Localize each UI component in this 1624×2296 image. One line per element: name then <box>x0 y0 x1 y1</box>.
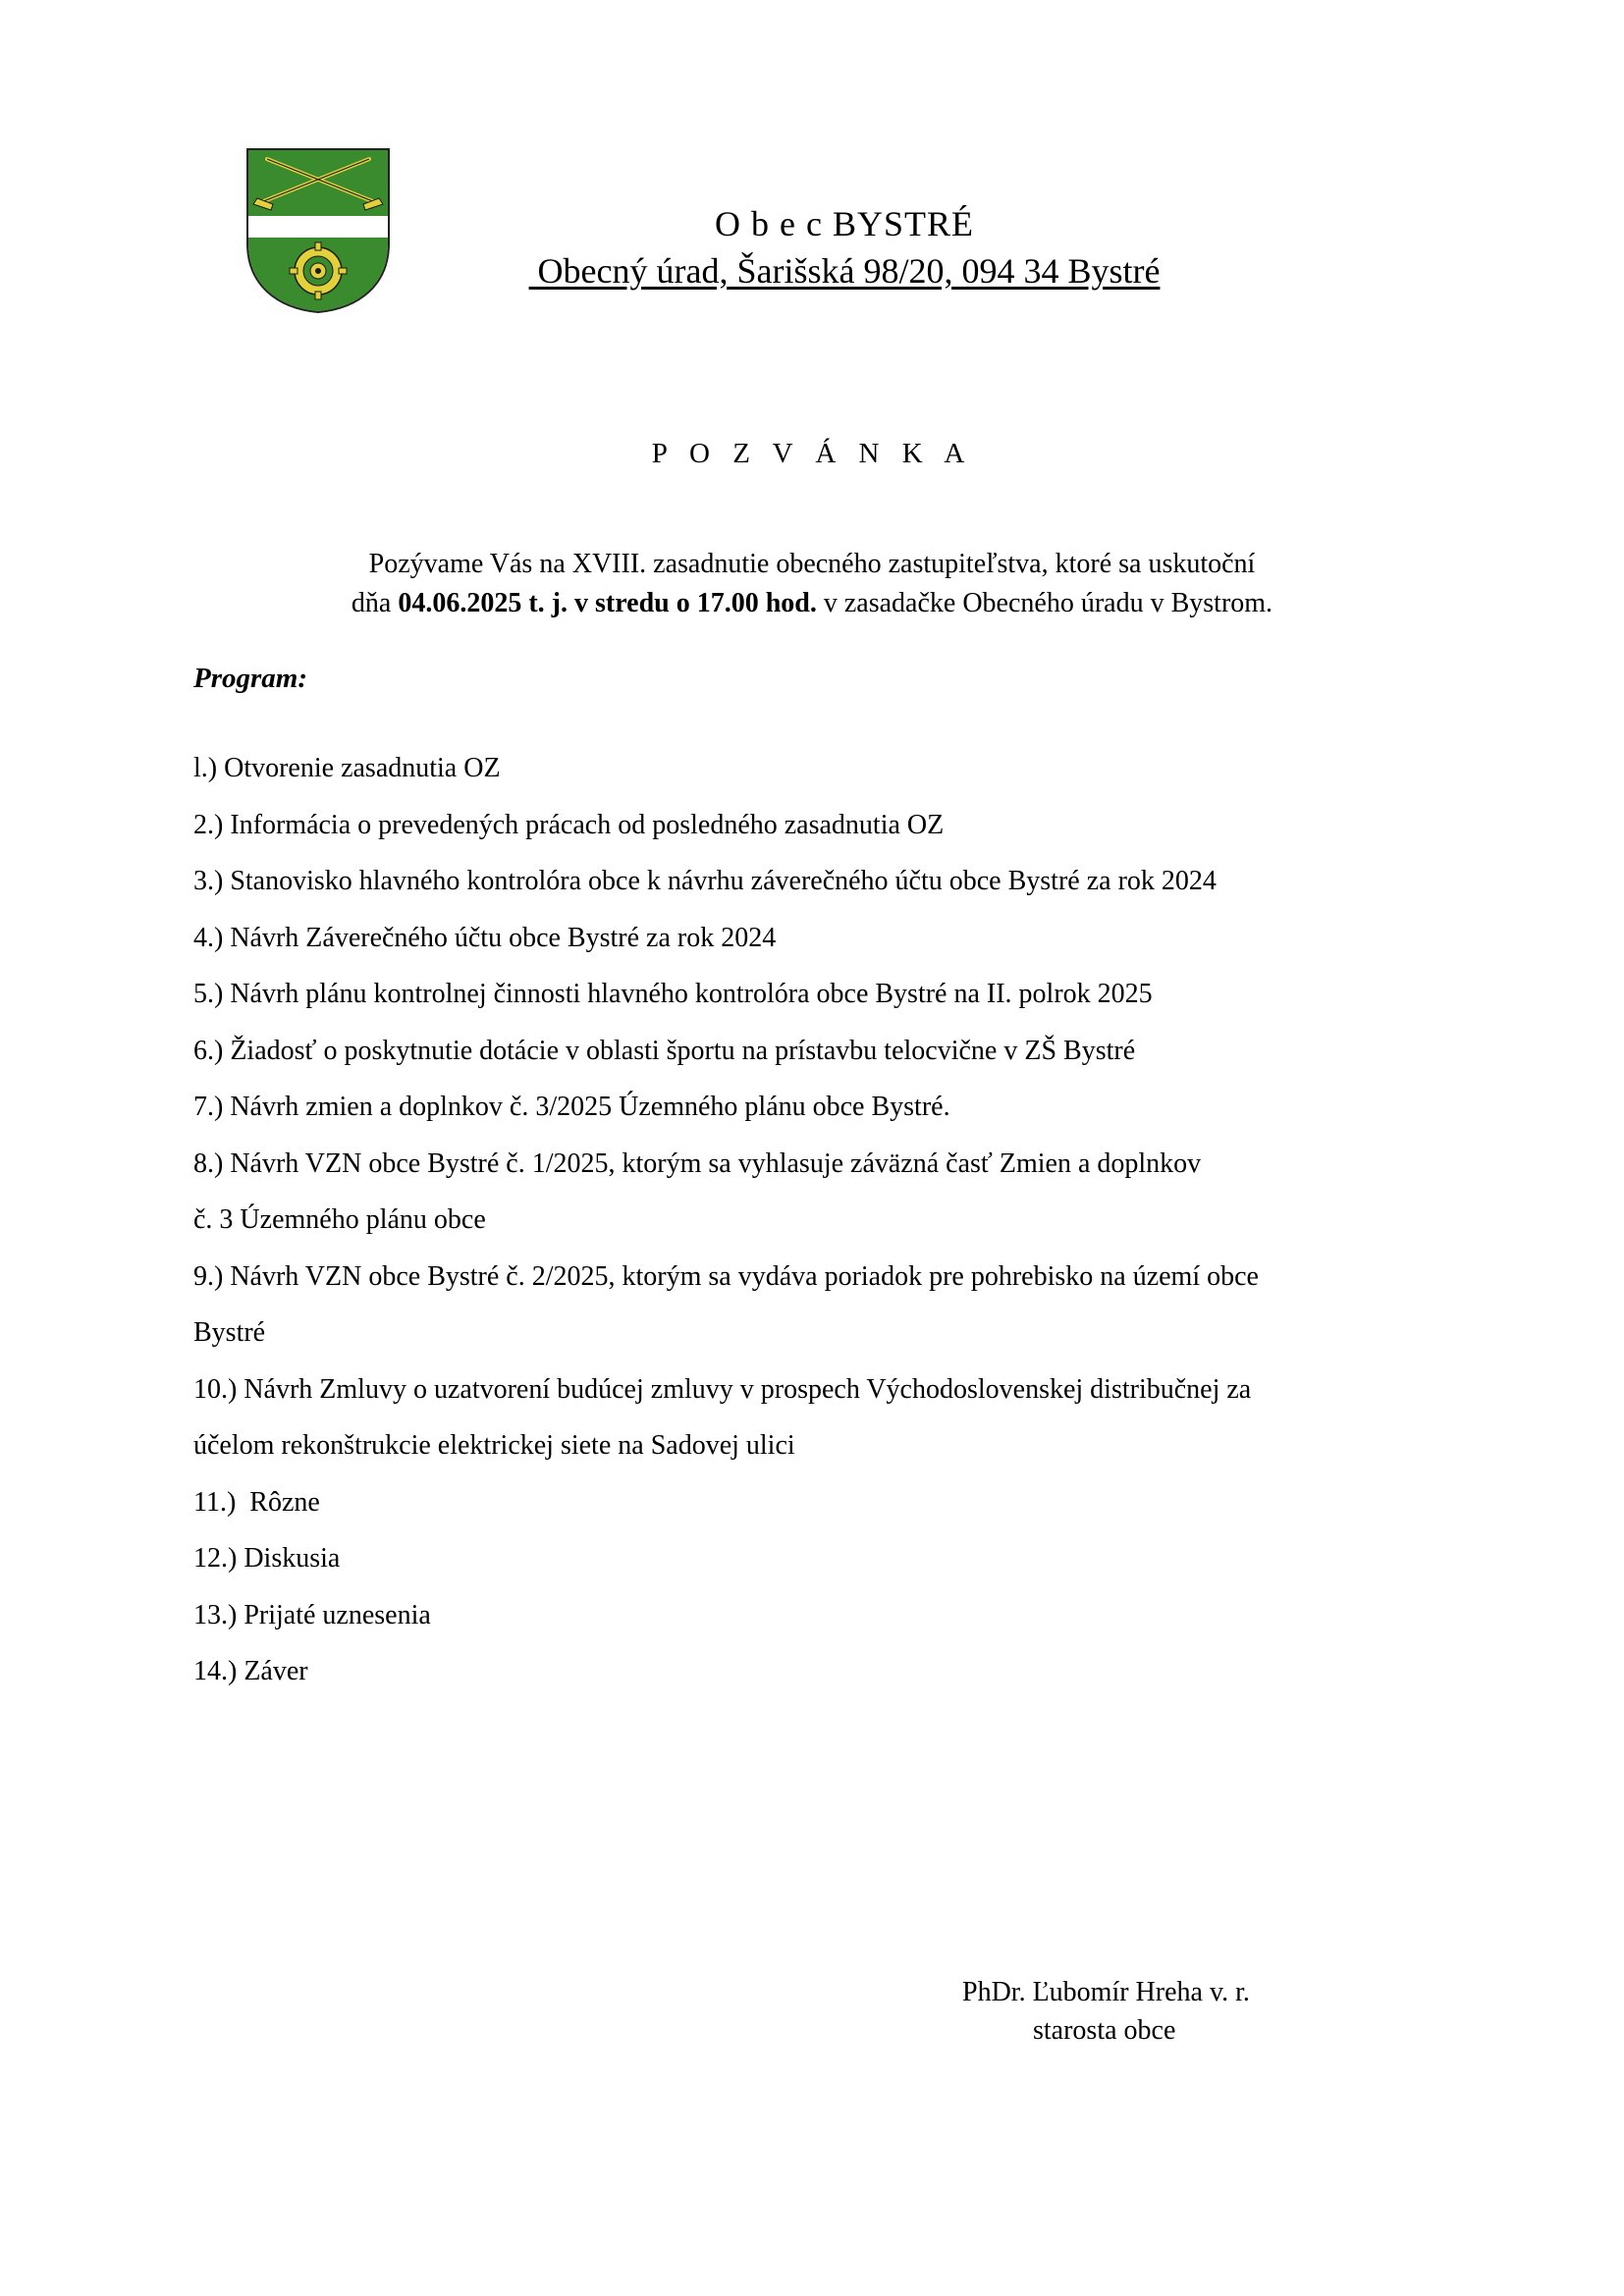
meeting-date-time: 04.06.2025 t. j. v stredu o 17.00 hod. <box>398 588 817 618</box>
invitation-text <box>0 545 1624 623</box>
document-title: P O Z V Á N K A <box>651 438 973 469</box>
agenda-item: 4.) Návrh Záverečného účtu obce Bystré za rok 2024 <box>193 922 777 953</box>
agenda-item: 9.) Návrh VZN obce Bystré č. 2/2025, ktorým sa vydáva poriadok pre pohrebisko na území obce <box>193 1260 1259 1292</box>
invitation-suffix: v zasadačke Obecného úradu v Bystrom. <box>816 588 1273 618</box>
agenda-item: 10.) Návrh Zmluvy o uzatvorení budúcej zmluvy v prospech Východoslovenskej distribučnej za <box>193 1373 1252 1405</box>
signature-block <box>962 1973 1316 2050</box>
agenda-list <box>193 749 1499 1709</box>
agenda-item: 3.) Stanovisko hlavného kontrolóra obce k návrhu záverečného účtu obce Bystré za rok 2024 <box>193 866 1217 896</box>
office-address: Obecný úrad, Šarišská 98/20, 094 34 Bystré <box>528 251 1161 291</box>
coat-of-arms-icon <box>244 145 393 316</box>
agenda-item-continuation: účelom rekonštrukcie elektrickej siete na Sadovej ulici <box>193 1430 795 1461</box>
agenda-item: 6.) Žiadosť o poskytnutie dotácie v oblasti športu na prístavbu telocvične v ZŠ Bystré <box>193 1035 1136 1066</box>
invitation-line-2 <box>0 584 1624 623</box>
letterhead <box>412 201 1276 295</box>
agenda-item: 14.) Záver <box>193 1656 308 1686</box>
agenda-item-continuation: č. 3 Územného plánu obce <box>193 1204 486 1235</box>
agenda-item: 2.) Informácia o prevedených prácach od posledného zasadnutia OZ <box>193 809 945 840</box>
agenda-item-continuation: Bystré <box>193 1317 266 1348</box>
signatory-role: starosta obce <box>1033 2015 1176 2046</box>
municipality-name: O b e c BYSTRÉ <box>715 204 974 243</box>
agenda-item: 11.) Rôzne <box>193 1486 320 1518</box>
agenda-item: 12.) Diskusia <box>193 1543 341 1574</box>
agenda-item: 5.) Návrh plánu kontrolnej činnosti hlavného kontrolóra obce Bystré na II. polrok 2025 <box>193 979 1153 1009</box>
invitation-line-1: Pozývame Vás na XVIII. zasadnutie obecného zastupiteľstva, ktoré sa uskutoční <box>368 549 1256 579</box>
agenda-item: 8.) Návrh VZN obce Bystré č. 1/2025, ktorým sa vyhlasuje záväzná časť Zmien a doplnkov <box>193 1148 1202 1179</box>
invitation-prefix: dňa <box>351 588 399 618</box>
agenda-item: l.) Otvorenie zasadnutia OZ <box>193 753 501 783</box>
agenda-item: 7.) Návrh zmien a doplnkov č. 3/2025 Územného plánu obce Bystré. <box>193 1092 950 1122</box>
program-heading: Program: <box>193 663 307 694</box>
agenda-item: 13.) Prijaté uznesenia <box>193 1599 431 1630</box>
signatory-name: PhDr. Ľubomír Hreha v. r. <box>962 1977 1250 2007</box>
